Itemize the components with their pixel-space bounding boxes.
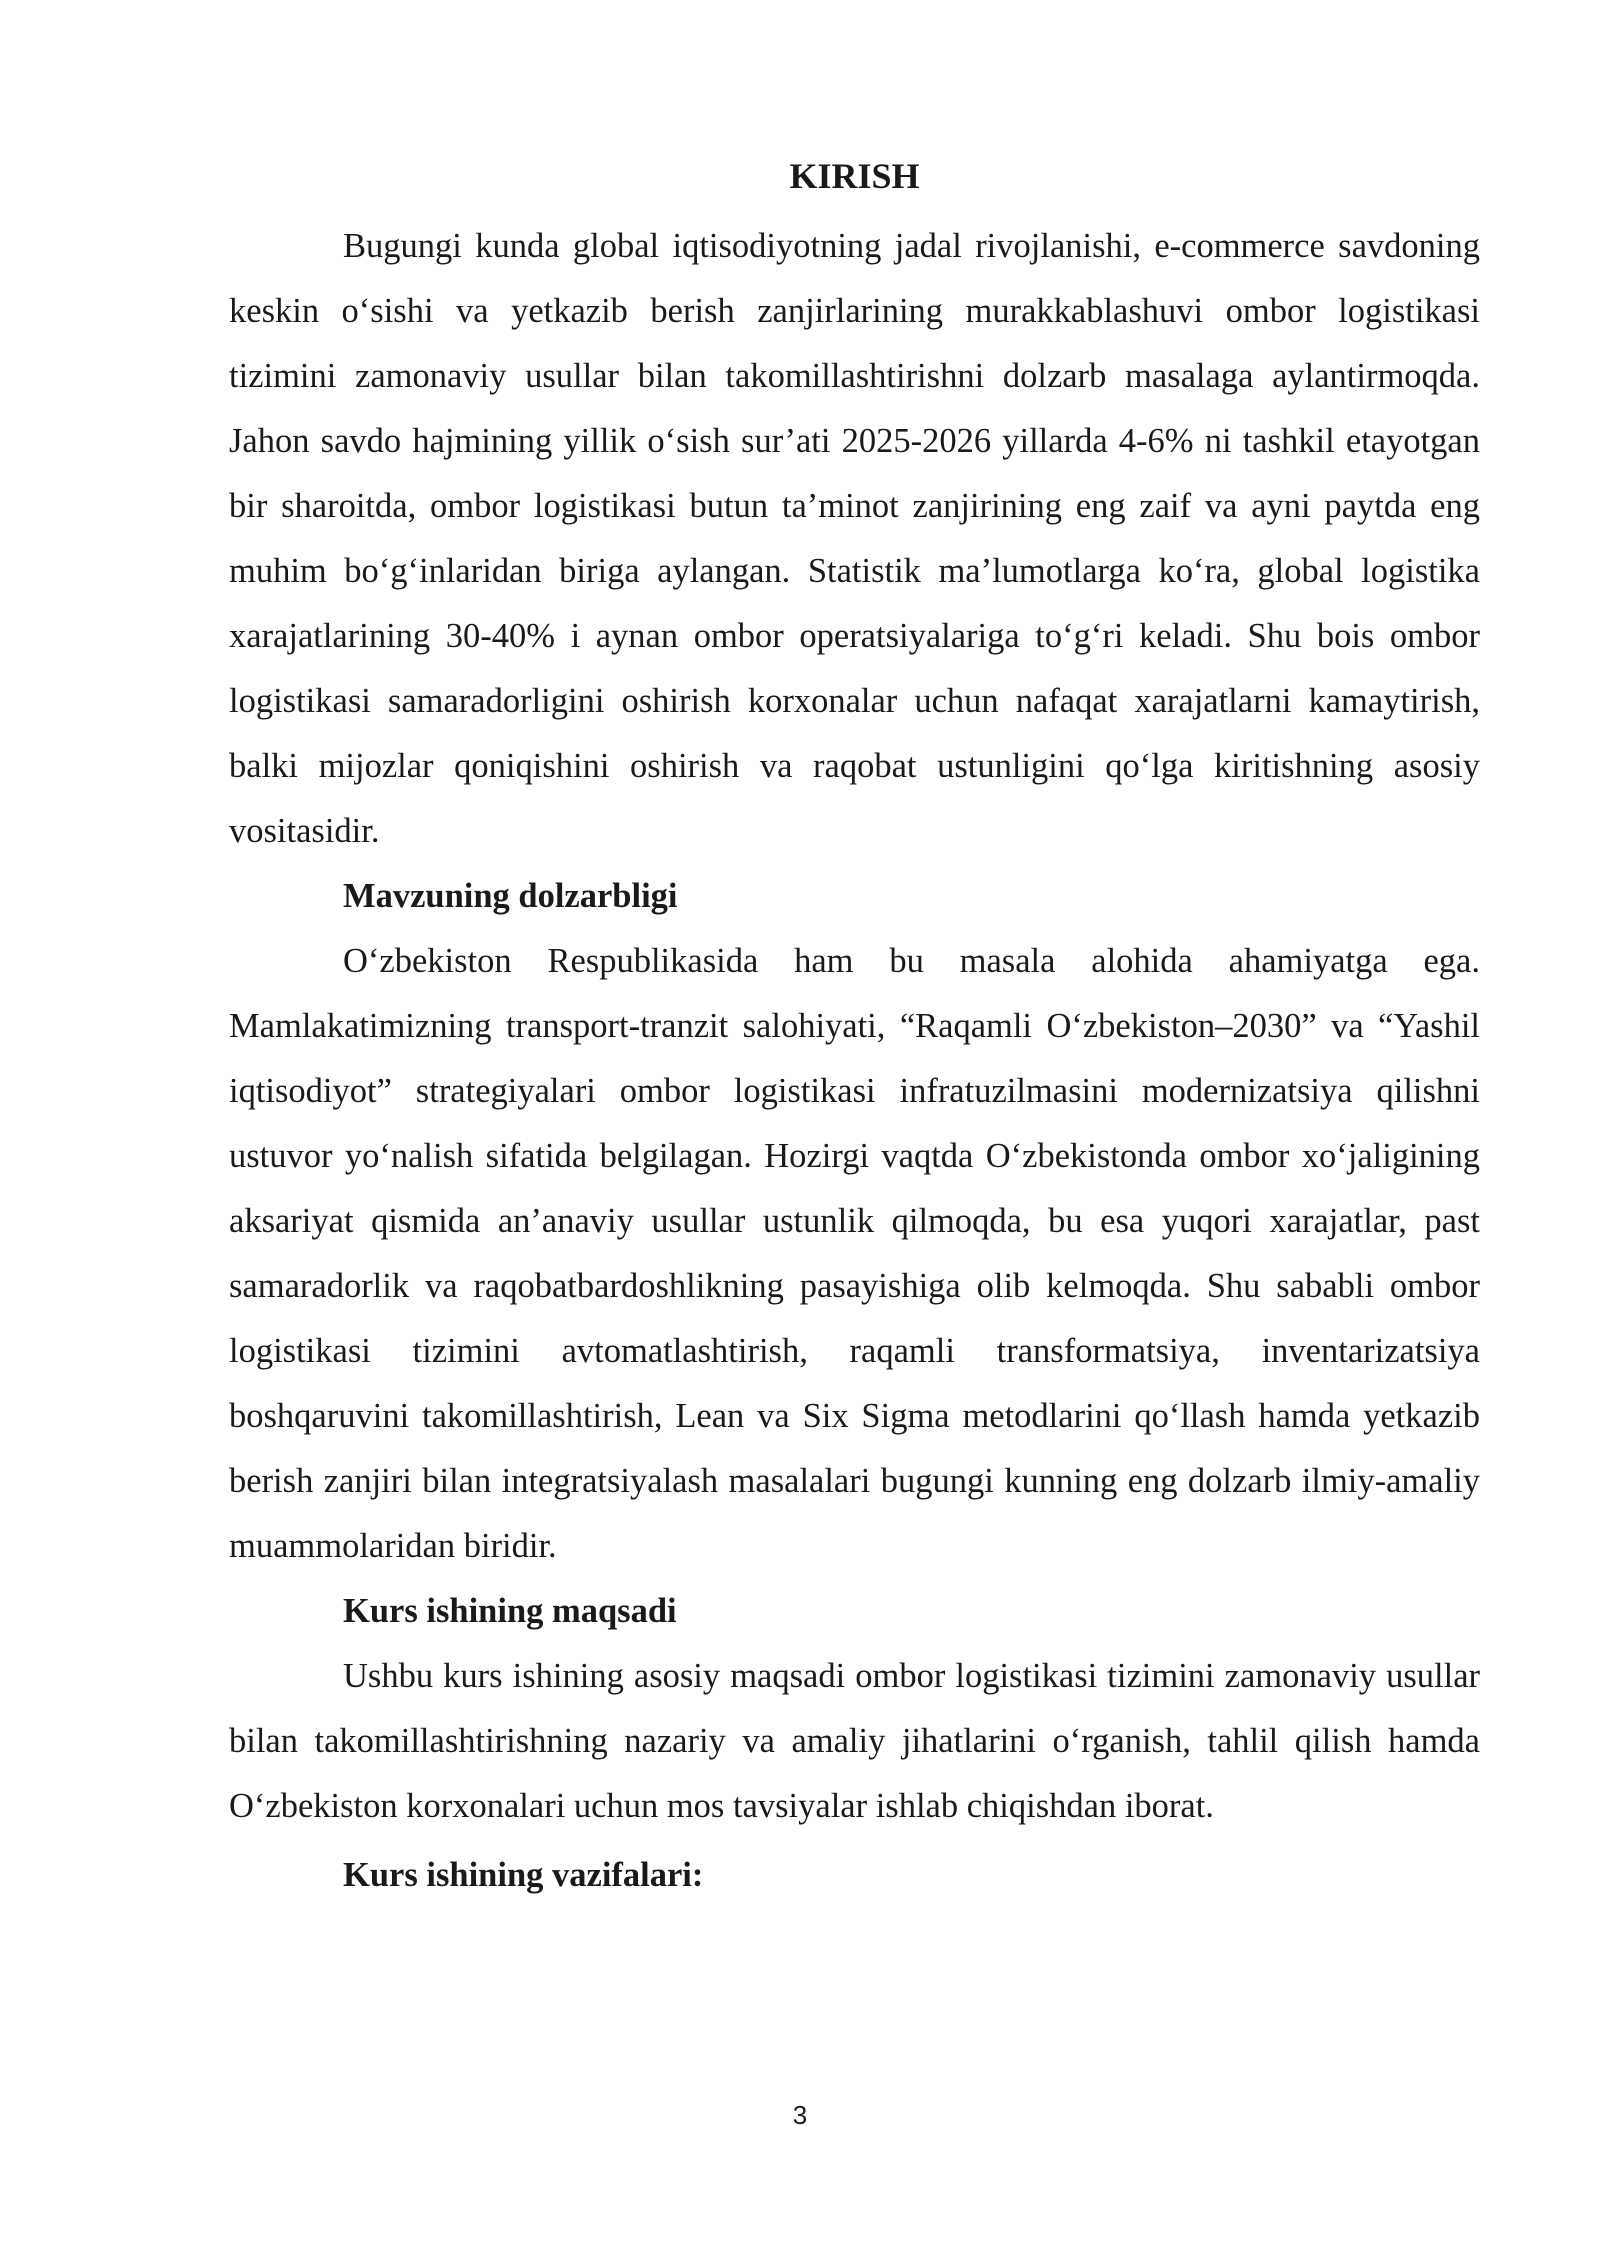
relevance-paragraph: O‘zbekiston Respublikasida ham bu masala alohida ahamiyatga ega. Mamlakatimizning transport-tranzit salohiyati, “Raqamli O‘zbekiston–2030” va “Yashil iqtisodiyot” strategiyalari ombor logistikasi infratuzilmasini modernizatsiya qilishni ustuvor yo‘nalish sifatida belgilagan. Hozirgi vaqtda O‘zbekistonda ombor xo‘jaligining aksariyat qismida an’anaviy usullar ustunlik qilmoqda, bu esa yuqori xarajatlar, past samaradorlik va raqobatbardoshlikning pasayishiga olib kelmoqda. Shu sababli ombor logistikasi tizimini avtomatlashtirish, raqamli transformatsiya, inventarizatsiya boshqaruvini takomillashtirish, Lean va Six Sigma metodlarini qo‘llash hamda yetkazib berish zanjiri bilan integratsiyalash masalalari bugungi kunning eng dolzarb ilmiy-amaliy muammolaridan biridir. (229, 942, 1480, 1565)
page-number: 3 (792, 2100, 808, 2130)
section-heading-tasks: Kurs ishining vazifalari: (343, 1856, 704, 1894)
page-content (229, 148, 1480, 1908)
section-heading-goal: Kurs ishining maqsadi (343, 1592, 677, 1630)
section-heading-relevance: Mavzuning dolzarbligi (343, 877, 678, 915)
page-title: KIRISH (789, 156, 920, 196)
goal-paragraph: Ushbu kurs ishining asosiy maqsadi ombor logistikasi tizimini zamonaviy usullar bilan takomillashtirishning nazariy va amaliy jihatlarini o‘rganish, tahlil qilish hamda O‘zbekiston korxonalari uchun mos tavsiyalar ishlab chiqishdan iborat. (229, 1657, 1480, 1825)
intro-paragraph: Bugungi kunda global iqtisodiyotning jadal rivojlanishi, e-commerce savdoning keskin o‘sishi va yetkazib berish zanjirlarining murakkablashuvi ombor logistikasi tizimini zamonaviy usullar bilan takomillashtirishni dolzarb masalaga aylantirmoqda. Jahon savdo hajmining yillik o‘sish sur’ati 2025-2026 yillarda 4-6% ni tashkil etayotgan bir sharoitda, ombor logistikasi butun ta’minot zanjirining eng zaif va ayni paytda eng muhim bo‘g‘inlaridan biriga aylangan. Statistik ma’lumotlarga ko‘ra, global logistika xarajatlarining 30-40% i aynan ombor operatsiyalariga to‘g‘ri keladi. Shu bois ombor logistikasi samaradorligini oshirish korxonalar uchun nafaqat xarajatlarni kamaytirish, balki mijozlar qoniqishini oshirish va raqobat ustunligini qo‘lga kiritishning asosiy vositasidir. (229, 227, 1480, 850)
